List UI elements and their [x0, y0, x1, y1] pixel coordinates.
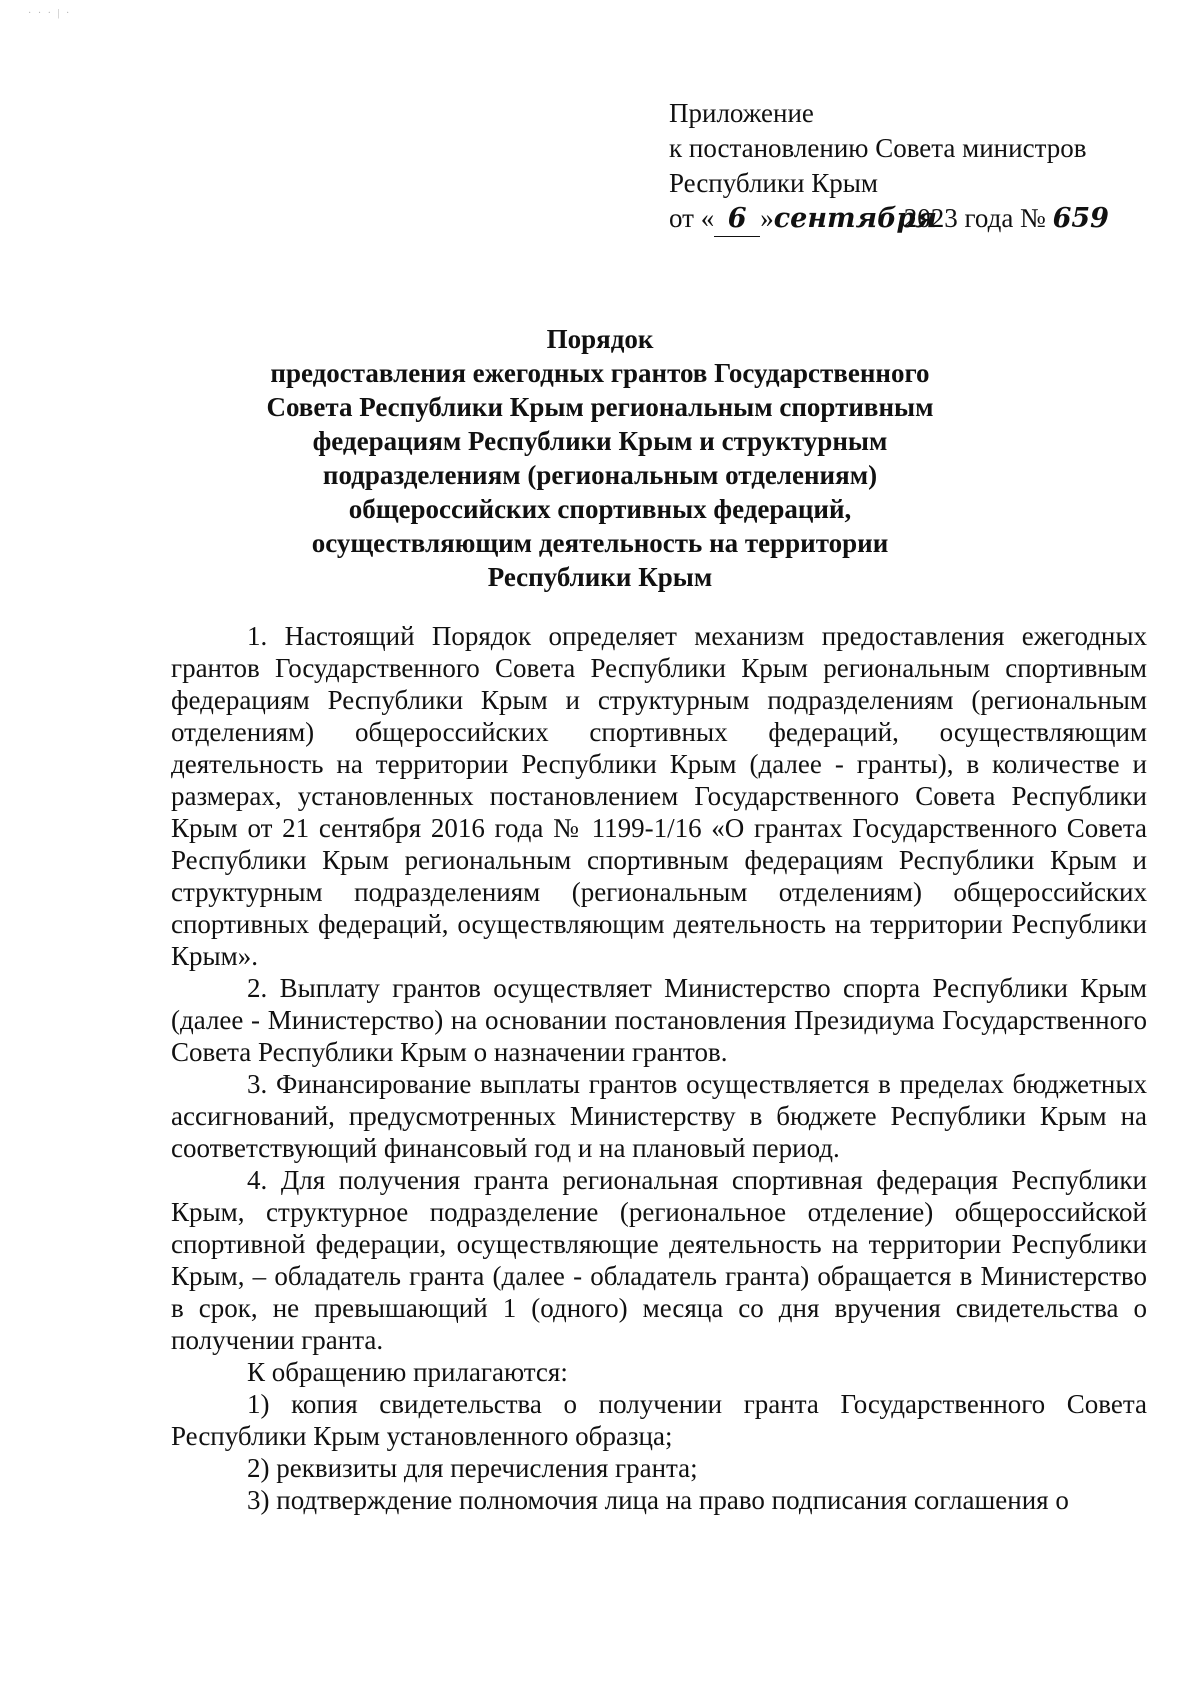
document-title — [150, 322, 1050, 594]
date-prefix: от « — [669, 203, 715, 233]
paragraph-1: 1. Настоящий Порядок определяет механизм предоставления ежегодных грантов Государственного Совета Республики Крым региональным спортивным федерациям Республики Крым и структурным подразделениям (региональным отделениям) общероссийских спортивных федераций, осуществляющим деятельность на территории Республики Крым (далее - гранты), в количестве и размерах, установленных постановлением Государственного Совета Республики Крым от 21 сентября 2016 года № 1199-1/16 «О грантах Государственного Совета Республики Крым региональным спортивным федерациям Республики Крым и структурным подразделениям (региональным отделениям) общероссийских спортивных федераций, осуществляющим деятельность на территории Республики Крым». — [171, 621, 1147, 971]
title-line: осуществляющим деятельность на территории — [311, 528, 889, 558]
title-main: Порядок — [546, 324, 654, 354]
title-line: предоставления ежегодных грантов Государственного — [270, 358, 930, 388]
date-mid: » — [760, 203, 774, 233]
attachment-item-1: 1) копия свидетельства о получении гранта Государственного Совета Республики Крым установленного образца; — [171, 1389, 1147, 1451]
appendix-line: Республики Крым — [669, 168, 878, 198]
attachment-item-2: 2) реквизиты для перечисления гранта; — [247, 1453, 698, 1483]
paragraph-4: 4. Для получения гранта региональная спортивная федерация Республики Крым, структурное подразделение (региональное отделение) общероссийской спортивной федерации, осуществляющие деятельность на территории Республики Крым, – обладатель гранта (далее - обладатель гранта) обращается в Министерство в срок, не превышающий 1 (одного) месяца со дня вручения свидетельства о получении гранта. — [171, 1165, 1147, 1355]
paragraph-2: 2. Выплату грантов осуществляет Министерство спорта Республики Крым (далее - Министерство) на основании постановления Президиума Государственного Совета Республики Крым о назначении грантов. — [171, 973, 1147, 1067]
title-line: Республики Крым — [487, 562, 713, 592]
attachment-item-3: 3) подтверждение полномочия лица на право подписания соглашения о — [247, 1485, 1069, 1515]
appendix-date-line — [669, 201, 1169, 237]
document-body — [171, 620, 1147, 1516]
date-year: 2023 года № — [903, 203, 1046, 233]
title-line: Совета Республики Крым региональным спортивным — [266, 392, 934, 422]
appendix-line: Приложение — [669, 98, 814, 128]
handwritten-day: 6 — [714, 201, 760, 237]
handwritten-doc-number: 659 — [1052, 203, 1109, 234]
appendix-header — [669, 96, 1169, 237]
title-line: федерациям Республики Крым и структурным — [312, 426, 888, 456]
title-line: подразделениям (региональным отделениям) — [322, 460, 878, 490]
handwritten-month: сентября — [773, 203, 937, 234]
title-line: общероссийских спортивных федераций, — [348, 494, 852, 524]
appendix-line: к постановлению Совета министров — [669, 133, 1087, 163]
scan-artifact: · · · | · — [28, 8, 72, 19]
paragraph-3: 3. Финансирование выплаты грантов осуществляется в пределах бюджетных ассигнований, предусмотренных Министерству в бюджете Республики Крым на соответствующий финансовый год и на плановый период. — [171, 1069, 1147, 1163]
attachments-intro: К обращению прилагаются: — [247, 1357, 568, 1387]
